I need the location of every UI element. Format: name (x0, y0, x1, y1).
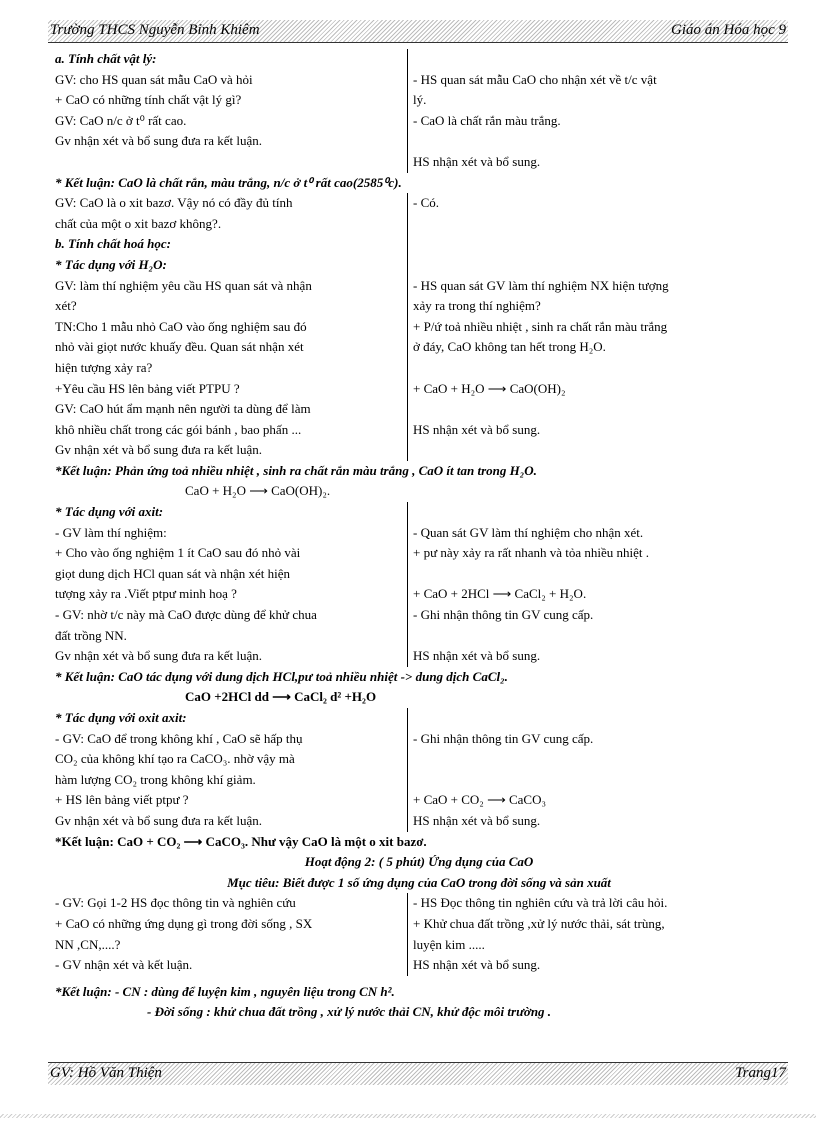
page-footer (48, 1062, 788, 1085)
text-line: - Ghi nhận thông tin GV cung cấp. (413, 730, 594, 746)
equation-water: + CaO + H₂O ⟶ CaO(OH)₂ (413, 380, 566, 396)
text-line: HS nhận xét và bổ sung. (413, 648, 541, 664)
text-line: HS nhận xét và bổ sung. (413, 957, 541, 973)
sub-water: * Tác dụng với H₂O: (55, 256, 167, 272)
text-line: GV: CaO là o xit bazơ. Vậy nó có đầy đủ tính (55, 195, 293, 211)
text-line: HS nhận xét và bổ sung. (413, 812, 541, 828)
teacher-column (55, 49, 408, 173)
text-line: hàm lượng CO₂ trong không khí giảm. (55, 771, 256, 787)
text-line: - GV làm thí nghiệm: (55, 524, 167, 540)
text-line: lý. (413, 92, 427, 108)
text-line: giọt dung dịch HCl quan sát và nhận xét hiện (55, 565, 291, 581)
equation-acid: + CaO + 2HCl ⟶ CaCl₂ + H₂O. (413, 586, 587, 602)
text-line: - CaO là chất rắn màu trắng. (413, 112, 561, 128)
text-line: - HS quan sát mẫu CaO cho nhận xét về t/c vật (413, 71, 657, 87)
section-acid-oxide (55, 708, 783, 832)
heading-chemical: b. Tính chất hoá học: (55, 236, 171, 252)
student-column (408, 49, 783, 173)
conclusion-applications-1: *Kết luận: - CN : dùng để luyện kim , nguyên liệu trong CN h². (55, 983, 395, 999)
text-line: +Yêu cầu HS lên bảng viết PTPU ? (55, 380, 240, 396)
sub-acid: * Tác dụng với axit: (55, 504, 164, 520)
equation-co2: + CaO + CO₂ ⟶ CaCO₃ (413, 792, 547, 808)
activity-2-title: Hoạt động 2: ( 5 phút) Ứng dụng của CaO (304, 854, 534, 870)
lesson-content (55, 49, 783, 1023)
text-line (413, 358, 783, 379)
conclusion-physical: * Kết luận: CaO là chất rắn, màu trắng, n/c ở t⁰ rất cao(2585⁰c). (55, 174, 402, 190)
text-line: HS nhận xét và bổ sung. (413, 153, 541, 169)
text-line: CO₂ của không khí tạo ra CaCO₃. nhờ vậy mà (55, 751, 295, 767)
text-line: TN:Cho 1 mẫu nhỏ CaO vào ống nghiệm sau đó (55, 318, 307, 334)
text-line: GV: CaO hút ẩm mạnh nên người ta dùng để làm (55, 401, 311, 417)
text-line: + HS lên bảng viết ptpư ? (55, 792, 189, 808)
section-applications (55, 893, 783, 975)
text-line: - HS Đọc thông tin nghiên cứu và trả lời câu hỏi. (413, 895, 668, 911)
text-line: + CaO có những tính chất vật lý gì? (55, 92, 242, 108)
footer-page-number: Trang17 (735, 1065, 786, 1081)
text-line: Gv nhận xét và bổ sung đưa ra kết luận. (55, 133, 263, 149)
text-line (413, 214, 783, 235)
text-line: tượng xảy ra .Viết ptpư minh hoạ ? (55, 586, 237, 602)
text-line: nhỏ vài giọt nước khuấy đều. Quan sát nhận xét (55, 339, 304, 355)
text-line (413, 770, 783, 791)
page-header (48, 20, 788, 43)
text-line: + Khử chua đất trồng ,xử lý nước thải, sát trùng, (413, 915, 665, 931)
section-oxide-question (55, 193, 783, 461)
text-line: Gv nhận xét và bổ sung đưa ra kết luận. (55, 648, 263, 664)
text-line (413, 131, 783, 152)
equation-acid-summary: CaO +2HCl dd ⟶ CaCl₂ d² +H₂O (185, 689, 377, 705)
equation-water-summary: CaO + H₂O ⟶ CaO(OH)₂. (185, 483, 331, 499)
text-line: - Có. (413, 195, 439, 211)
text-line: + P/ứ toả nhiều nhiệt , sinh ra chất rắn màu trắng (413, 318, 668, 334)
text-line: xảy ra trong thí nghiệm? (413, 298, 541, 314)
text-line: GV: cho HS quan sát mẫu CaO và hỏi (55, 71, 253, 87)
text-line: khô nhiều chất trong các gói bánh , bao phấn ... (55, 421, 302, 437)
header-subject: Giáo án Hóa học 9 (671, 22, 786, 38)
text-line: GV: làm thí nghiệm yêu cầu HS quan sát và nhận (55, 277, 312, 293)
conclusion-acid: * Kết luận: CaO tác dụng với dung dịch HCl,pư toả nhiều nhiệt -> dung dịch CaCl₂. (55, 668, 508, 684)
conclusion-water: *Kết luận: Phản ứng toả nhiều nhiệt , sinh ra chất rắn màu trắng , CaO ít tan trong H₂O. (55, 462, 537, 478)
bottom-border (0, 1114, 816, 1118)
text-line: + CaO có những ứng dụng gì trong đời sống , SX (55, 915, 313, 931)
text-line (413, 564, 783, 585)
text-line: xét? (55, 298, 77, 314)
text-line: + Cho vào ống nghiệm 1 ít CaO sau đó nhỏ vài (55, 545, 301, 561)
text-line (413, 626, 783, 647)
text-line: - GV: Gọi 1-2 HS đọc thông tin và nghiên cứu (55, 895, 296, 911)
text-line: NN ,CN,....? (55, 936, 121, 952)
sub-acid-oxide: * Tác dụng với oxit axit: (55, 710, 187, 725)
conclusion-applications-2: - Đời sống : khử chua đất trồng , xử lý nước thải CN, khử độc môi trường . (147, 1004, 552, 1020)
text-line: luyện kim ..... (413, 936, 485, 952)
text-line: ở đáy, CaO không tan hết trong H₂O. (413, 339, 606, 355)
text-line: - Quan sát GV làm thí nghiệm cho nhận xét. (413, 524, 644, 540)
text-line (413, 440, 783, 461)
footer-teacher: GV: Hồ Văn Thiện (50, 1065, 162, 1081)
heading-physical: a. Tính chất vật lý: (55, 51, 157, 66)
text-line: - HS quan sát GV làm thí nghiệm NX hiện tượng (413, 277, 669, 293)
text-line: GV: CaO n/c ở t⁰ rất cao. (55, 112, 187, 128)
text-line (413, 749, 783, 770)
section-acid (55, 502, 783, 667)
activity-2-goal: Mục tiêu: Biết được 1 số ứng dụng của CaO trong đời sống và sản xuất (227, 874, 611, 890)
text-line: chất của một o xit bazơ không?. (55, 215, 222, 231)
text-line: - Ghi nhận thông tin GV cung cấp. (413, 607, 594, 623)
text-line: - GV: CaO để trong không khí , CaO sẽ hấp thụ (55, 730, 303, 746)
text-line: - GV nhận xét và kết luận. (55, 957, 193, 973)
text-line (413, 399, 783, 420)
text-line: Gv nhận xét và bổ sung đưa ra kết luận. (55, 442, 263, 458)
text-line: HS nhận xét và bổ sung. (413, 421, 541, 437)
header-school: Trường THCS Nguyễn Bỉnh Khiêm (50, 22, 260, 38)
text-line (55, 152, 401, 173)
conclusion-acid-oxide: *Kết luận: CaO + CO₂ ⟶ CaCO₃. Như vậy CaO là một o xit bazơ. (55, 833, 427, 849)
text-line: Gv nhận xét và bổ sung đưa ra kết luận. (55, 812, 263, 828)
section-physical (55, 49, 783, 173)
text-line: - GV: nhờ t/c này mà CaO được dùng để khử chua (55, 607, 317, 623)
text-line: + pư này xảy ra rất nhanh và tỏa nhiều nhiệt . (413, 545, 650, 561)
text-line: hiện tượng xảy ra? (55, 359, 153, 375)
text-line: đất trồng NN. (55, 627, 127, 643)
